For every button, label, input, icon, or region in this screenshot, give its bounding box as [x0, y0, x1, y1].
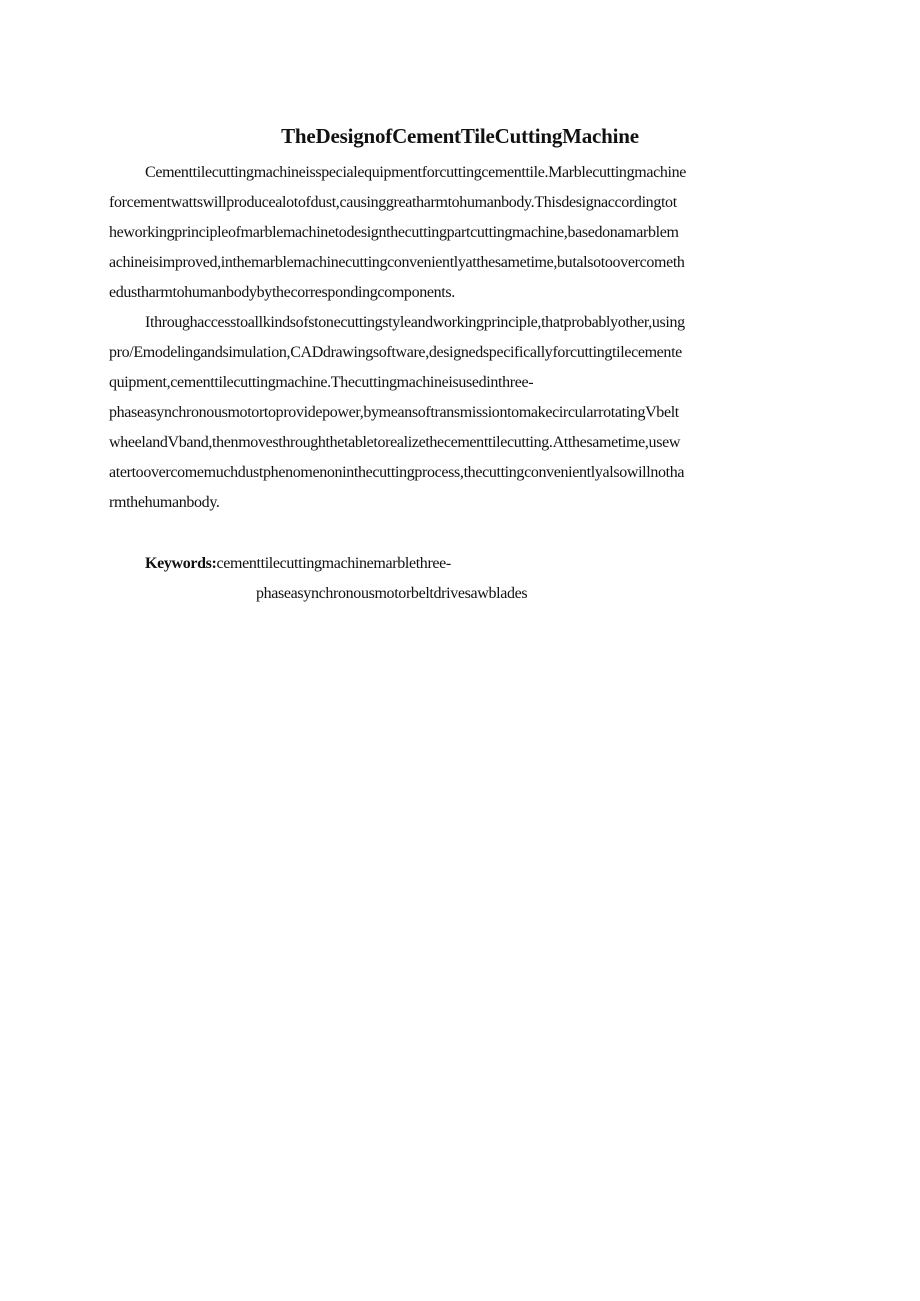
keywords-label: Keywords:	[145, 555, 217, 572]
paragraph-2-line: pro/Emodelingandsimulation,CADdrawingsoftware,designedspecificallyforcuttingtilecemente	[109, 344, 682, 361]
keywords-line-1	[145, 549, 805, 579]
paragraph-1-line: forcementwattswillproducealotofdust,causinggreatharmtohumanbody.Thisdesignaccordingtot	[109, 194, 677, 211]
paragraph-2-line: quipment,cementtilecuttingmachine.Thecuttingmachineisusedinthree-	[109, 374, 534, 391]
keywords-line-2: phaseasynchronousmotorbeltdrivesawblades	[256, 585, 528, 602]
paragraph-1-line: edustharmtohumanbodybythecorrespondingcomponents.	[109, 284, 455, 301]
paragraph-1-line: Cementtilecuttingmachineisspecialequipmentforcuttingcementtile.Marblecuttingmachine	[145, 164, 686, 181]
document-title: TheDesignofCementTileCuttingMachine	[281, 124, 639, 148]
abstract-body	[109, 158, 812, 518]
paragraph-2-line: Ithroughaccesstoallkindsofstonecuttingstyleandworkingprinciple,thatprobablyother,using	[145, 314, 685, 331]
paragraph-2-line: wheelandVband,thenmovesthroughthetabletorealizethecementtilecutting.Atthesametime,usew	[109, 434, 681, 451]
paragraph-1-line: heworkingprincipleofmarblemachinetodesignthecuttingpartcuttingmachine,basedonamarblem	[109, 224, 679, 241]
paragraph-2-line: phaseasynchronousmotortoprovidepower,bymeansoftransmissiontomakecircularrotatingVbelt	[109, 404, 679, 421]
paragraph-2-line: rmthehumanbody.	[109, 494, 220, 511]
keywords-text: cementtilecuttingmachinemarblethree-	[216, 555, 451, 572]
keywords-block	[145, 549, 805, 609]
paragraph-1-line: achineisimproved,inthemarblemachinecuttingconvenientlyatthesametime,butalsotoovercometh	[109, 254, 685, 271]
paragraph-2-line: atertoovercomemuchdustphenomenoninthecuttingprocess,thecuttingconvenientlyalsowillnotha	[109, 464, 685, 481]
